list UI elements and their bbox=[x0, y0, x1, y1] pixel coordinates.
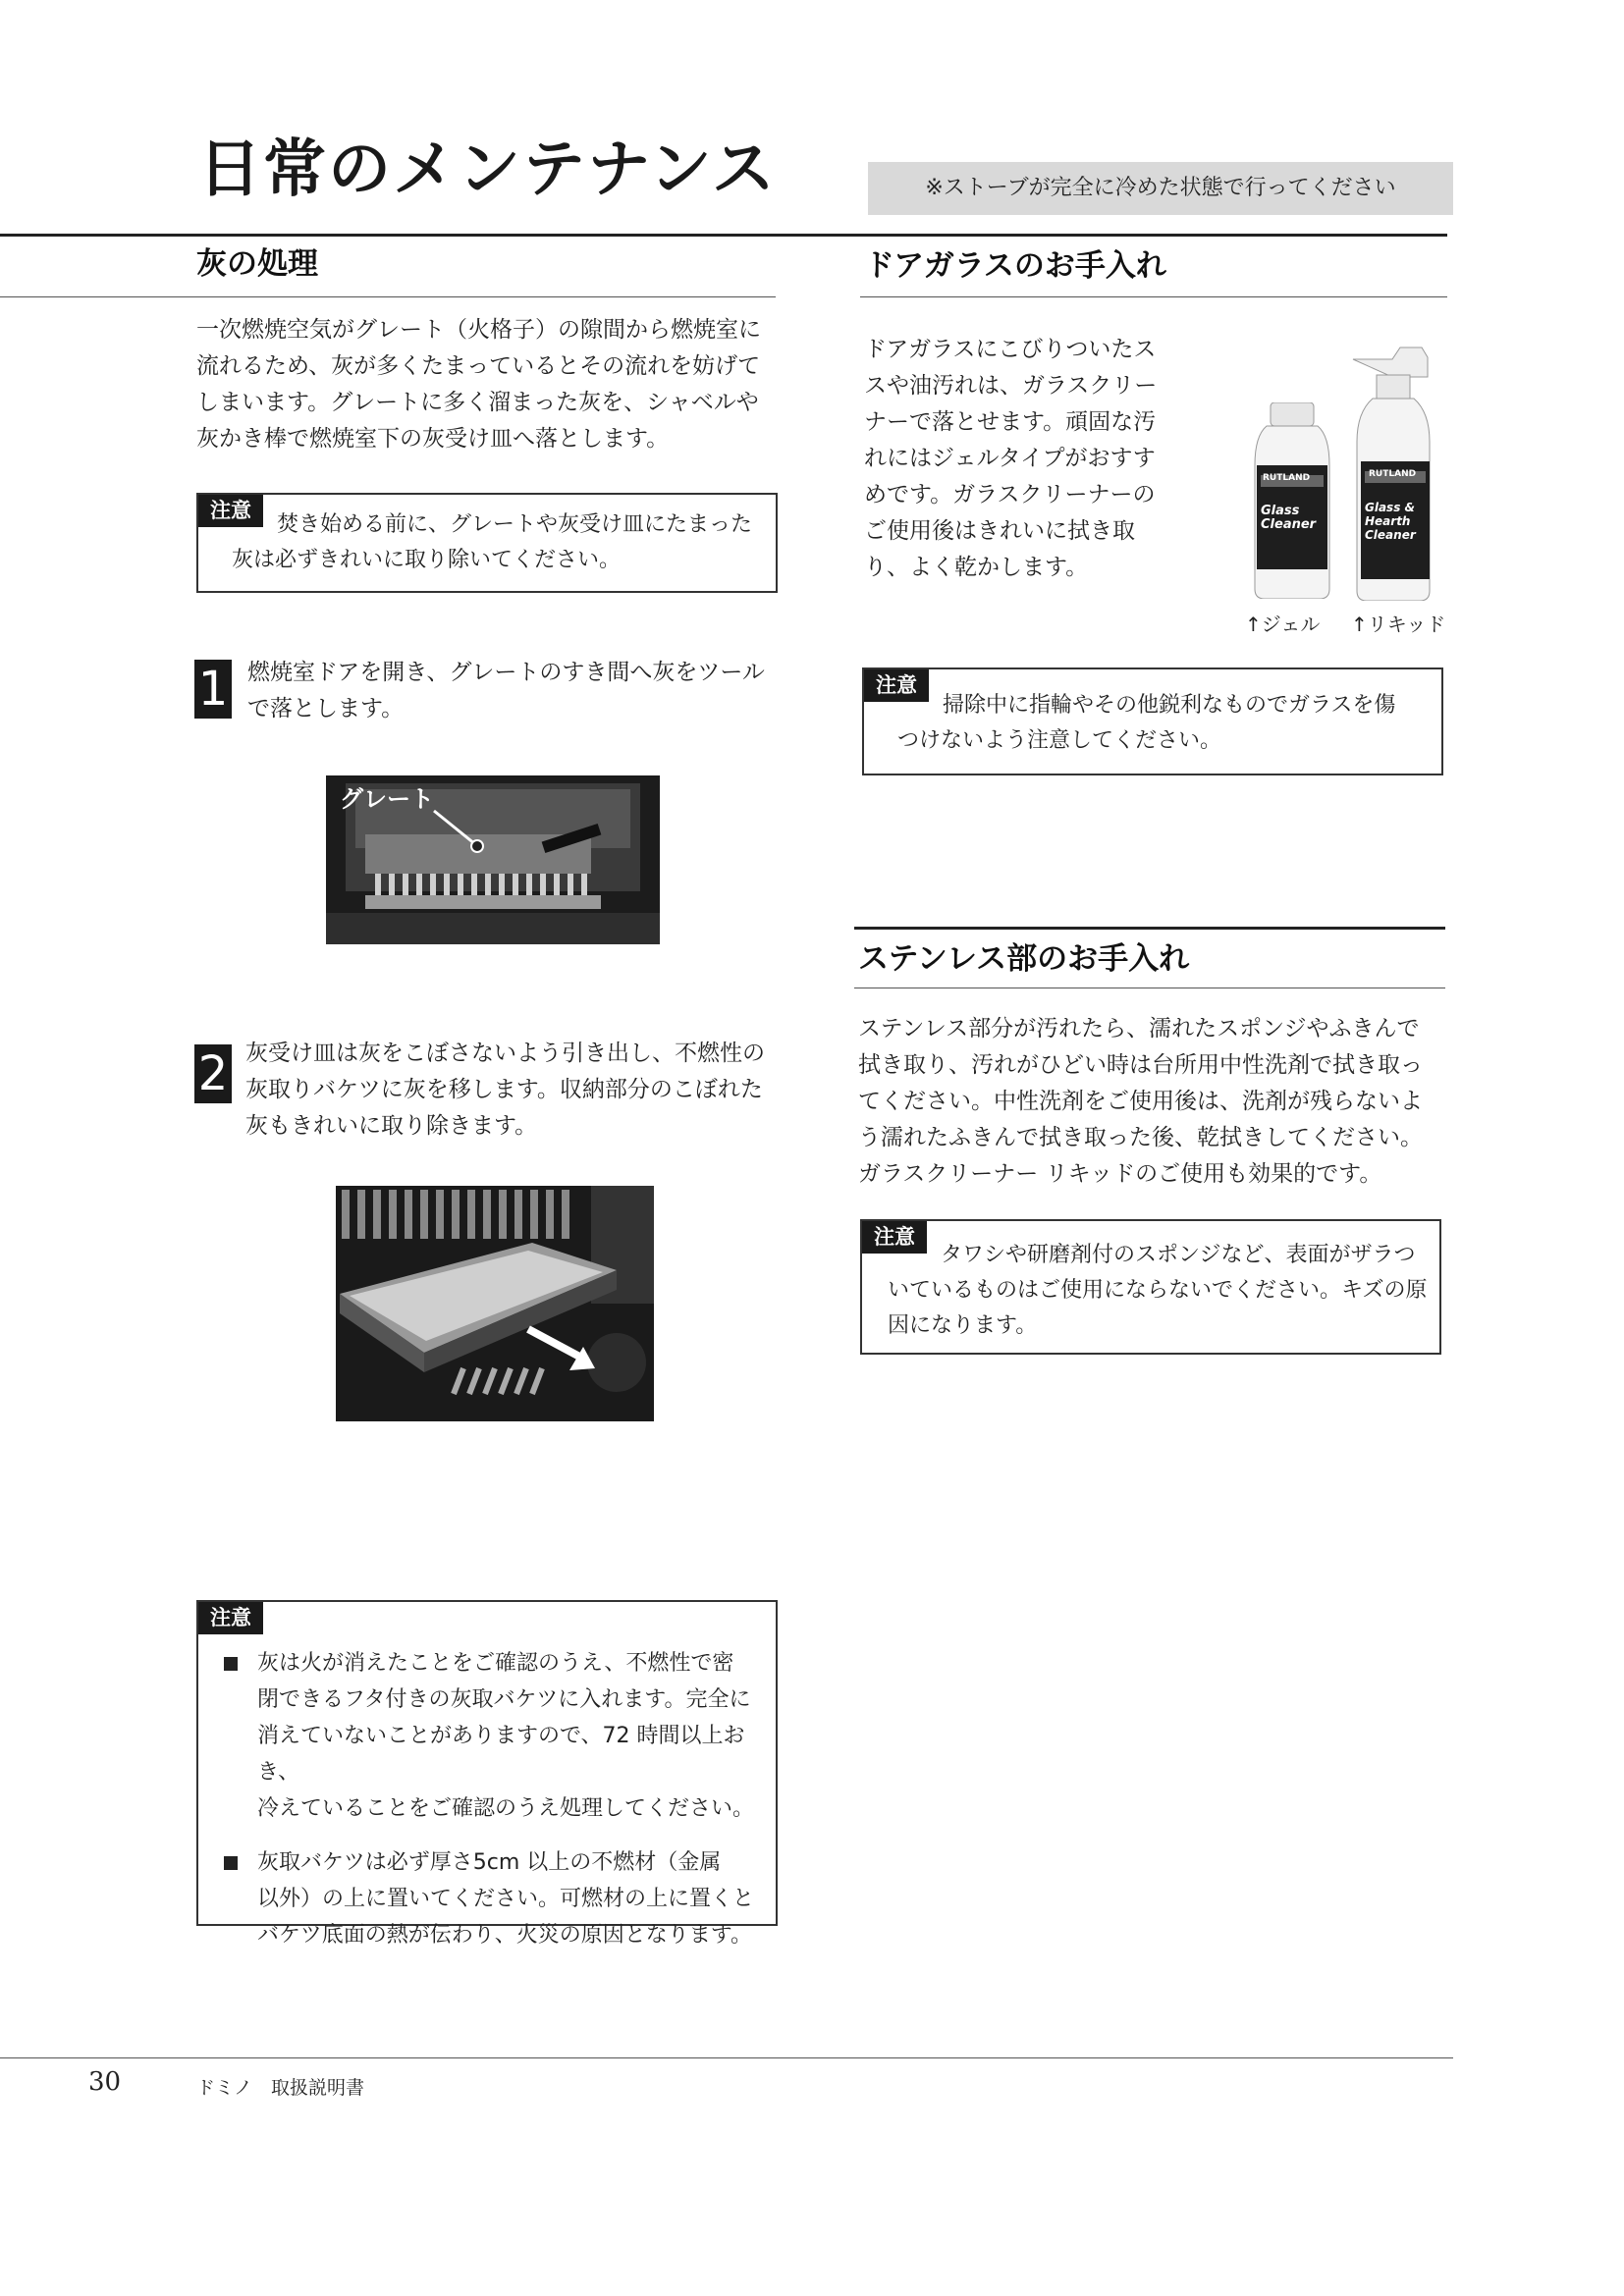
section-heading-glass: ドアガラスのお手入れ bbox=[864, 248, 1166, 284]
step-number-1: 1 bbox=[194, 660, 232, 719]
bullet-square-icon bbox=[224, 1657, 238, 1671]
liquid-bottle bbox=[1347, 340, 1445, 601]
caution-box-ash-start: 注意 焚き始める前に、グレートや灰受け皿にたまった 灰は必ずきれいに取り除いてください。 bbox=[196, 493, 778, 593]
grate-label: グレート bbox=[340, 785, 434, 813]
grate-photo bbox=[326, 775, 660, 944]
ash-pan-photo bbox=[336, 1186, 654, 1421]
header-rule bbox=[0, 234, 1447, 237]
liquid-label: Glass & Hearth Cleaner bbox=[1365, 501, 1416, 542]
caution-bullets bbox=[224, 1645, 754, 1971]
section-heading-steel: ステンレス部のお手入れ bbox=[858, 941, 1190, 977]
step-1-text: 燃焼室ドアを開き、グレートのすき間へ灰をツール で落とします。 bbox=[247, 660, 765, 721]
caution-box-ash-disposal bbox=[196, 1600, 778, 1948]
page-number: 30 bbox=[88, 2067, 122, 2097]
gel-bottle bbox=[1253, 402, 1331, 599]
caution-label: 注意 bbox=[862, 1221, 927, 1254]
document-name: ドミノ 取扱説明書 bbox=[196, 2077, 365, 2099]
caution-bullet-1: 灰は火が消えたことをご確認のうえ、不燃性で密 閉できるフタ付きの灰取バケツに入れます。完全に 消えていないことがありますので、72 時間以上おき、 冷えていることをご確認のうえ処理してください。 bbox=[224, 1645, 754, 1827]
caution-bullet-2: 灰取バケツは必ず厚さ5cm 以上の不燃材（金属 以外）の上に置いてください。可燃材の上に置くと バケツ底面の熱が伝わり、火災の原因となります。 bbox=[224, 1844, 754, 1953]
liquid-brand: RUTLAND bbox=[1369, 469, 1417, 479]
caution-box-steel: 注意 タワシや研磨剤付のスポンジなど、表面がザラつ いているものはご使用にならないでください。キズの原 因になります。 bbox=[860, 1219, 1441, 1355]
section-rule-glass bbox=[860, 296, 1447, 297]
caption-liquid: ↑リキッド bbox=[1351, 613, 1446, 636]
steel-text: ステンレス部分が汚れたら、濡れたスポンジやふきんで 拭き取り、汚れがひどい時は台所用中性洗剤で拭き取っ てください。中性洗剤をご使用後は、洗剤が残らないよ う濡れたふきんで拭き取った後、乾拭きしてください。 ガラスクリーナー リキッドのご使用も効果的です。 bbox=[858, 1016, 1423, 1187]
glass-text: ドアガラスにこびりついたス スや油汚れは、ガラスクリー ナーで落とせます。頑固な汚 れにはジェルタイプがおすす めです。ガラスクリーナーの ご使用後はきれいに拭き取 り、よく乾かします。 bbox=[864, 337, 1158, 580]
ash-pan-photo-image bbox=[336, 1186, 654, 1421]
section-rule-ash bbox=[0, 296, 776, 297]
caution-label: 注意 bbox=[864, 669, 929, 702]
step-2-text: 灰受け皿は灰をこぼさないよう引き出し、不燃性の 灰取りバケツに灰を移します。収納部分のこぼれた 灰もきれいに取り除きます。 bbox=[245, 1041, 765, 1139]
caution-label: 注意 bbox=[198, 1602, 263, 1634]
ash-intro: 一次燃焼空気がグレート（火格子）の隙間から燃焼室に 流れるため、灰が多くたまっているとその流れを妨げて しまいます。グレートに多く溜まった灰を、シャベルや 灰かき棒で燃焼室下の灰受け皿へ落とします。 bbox=[196, 317, 761, 452]
step-number-2: 2 bbox=[194, 1044, 232, 1103]
section-heading-ash: 灰の処理 bbox=[196, 246, 318, 282]
gel-label: Glass Cleaner bbox=[1261, 504, 1317, 532]
page-title: 日常のメンテナンス bbox=[198, 133, 777, 206]
footer-rule bbox=[0, 2057, 1453, 2058]
caution-box-glass: 注意 掃除中に指輪やその他鋭利なものでガラスを傷 つけないよう注意してください。 bbox=[862, 667, 1443, 775]
safety-notice: ※ストーブが完全に冷めた状態で行ってください bbox=[868, 162, 1453, 215]
caption-gel: ↑ジェル bbox=[1245, 613, 1321, 636]
section-top-rule-steel bbox=[854, 927, 1445, 930]
gel-brand: RUTLAND bbox=[1263, 473, 1311, 483]
gel-bottle-image bbox=[1253, 402, 1331, 599]
bullet-square-icon bbox=[224, 1856, 238, 1870]
caution-label: 注意 bbox=[198, 495, 263, 527]
